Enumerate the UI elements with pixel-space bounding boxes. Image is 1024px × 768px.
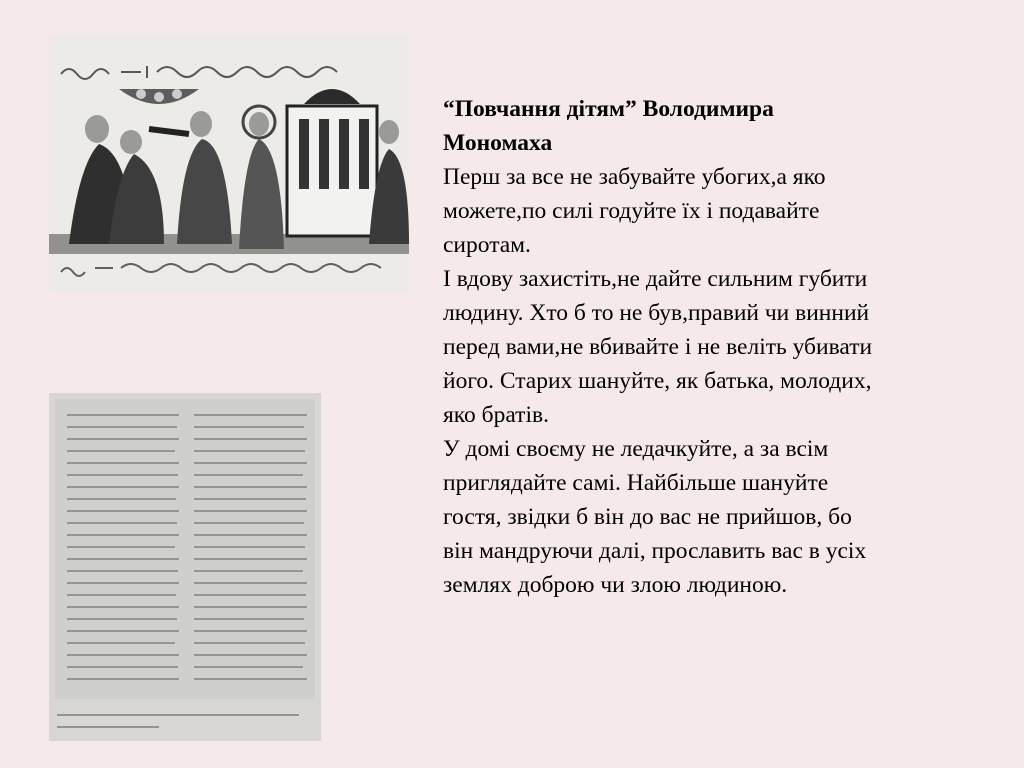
paragraph-line: його. Старих шануйте, як батька, молодих, xyxy=(443,368,872,394)
paragraph-line: Перш за все не забувайте убогих,а яко xyxy=(443,164,826,190)
paragraph-line: гостя, звідки б він до вас не прийшов, бо xyxy=(443,504,852,530)
text-block xyxy=(443,92,1003,602)
paragraph-3 xyxy=(443,432,1003,602)
paragraph-line: сиротам. xyxy=(443,232,531,258)
paragraph-line: І вдову захистіть,не дайте сильним губити xyxy=(443,266,868,292)
paragraph-line: землях доброю чи злою людиною. xyxy=(443,572,788,598)
title-line-2: Мономаха xyxy=(443,130,553,156)
paragraph-1 xyxy=(443,160,1003,262)
paragraph-line: людину. Хто б то не був,правий чи винний xyxy=(443,300,870,326)
paragraph-line: приглядайте самі. Найбільше шануйте xyxy=(443,470,829,496)
miniature-illustration xyxy=(49,34,409,292)
paragraph-line: яко братів. xyxy=(443,402,549,428)
title xyxy=(443,92,1003,160)
paragraph-2 xyxy=(443,262,1003,432)
manuscript-illustration xyxy=(49,393,321,741)
medieval-miniature-image xyxy=(49,34,409,292)
paragraph-line: він мандруючи далі, прославить вас в усіх xyxy=(443,538,867,564)
title-line-1: “Повчання дітям” Володимира xyxy=(443,96,774,122)
paragraph-line: перед вами,не вбивайте і не веліть убивати xyxy=(443,334,873,360)
paragraph-line: У домі своєму не ледачкуйте, а за всім xyxy=(443,436,829,462)
paragraph-line: можете,по силі годуйте їх і подавайте xyxy=(443,198,820,224)
manuscript-page-image xyxy=(49,393,321,741)
